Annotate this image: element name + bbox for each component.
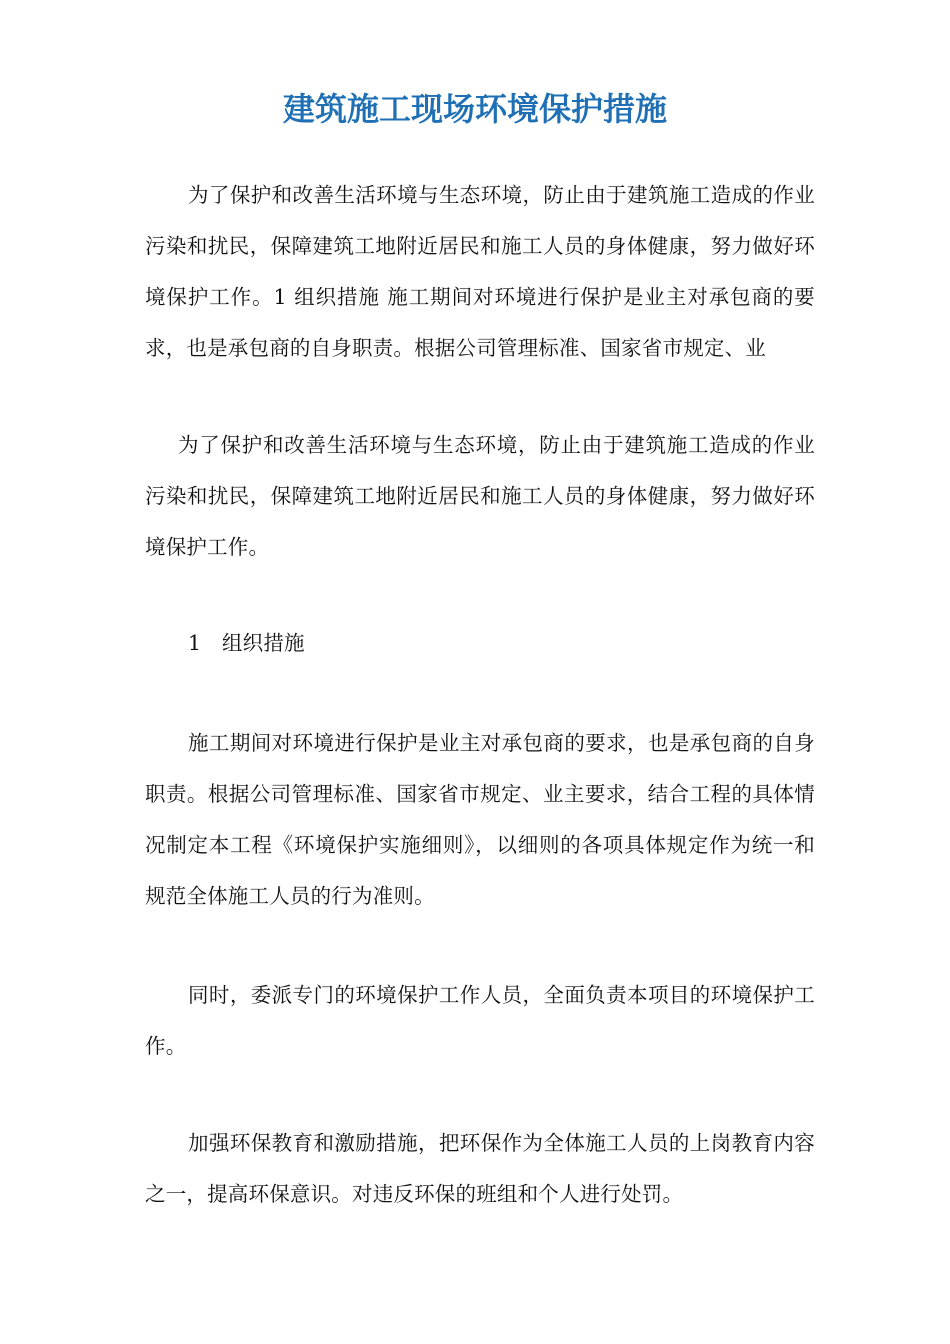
paragraph-staffing: 同时，委派专门的环境保护工作人员，全面负责本项目的环境保护工作。 bbox=[145, 983, 815, 1058]
paragraph-responsibility: 施工期间对环境进行保护是业主对承包商的要求，也是承包商的自身职责。根据公司管理标准、国家省市规定、业主要求，结合工程的具体情况制定本工程《环境保护实施细则》，以细则的各项具体规定作为统一和规范全体施工人员的行为准则。 bbox=[145, 731, 815, 908]
section-heading-organization: 1 组织措施 bbox=[188, 631, 305, 655]
document-title: 建筑施工现场环境保护措施 bbox=[282, 90, 667, 128]
paragraph-intro-summary: 为了保护和改善生活环境与生态环境，防止由于建筑施工造成的作业污染和扰民，保障建筑工地附近居民和施工人员的身体健康，努力做好环境保护工作。1 组织措施 施工期间对环境进行保护是业主对承包商的要求，也是承包商的自身职责。根据公司管理标准、国家省市规定、业 bbox=[145, 183, 815, 360]
paragraph-education: 加强环保教育和激励措施，把环保作为全体施工人员的上岗教育内容之一，提高环保意识。对违反环保的班组和个人进行处罚。 bbox=[145, 1131, 815, 1206]
paragraph-intro: 为了保护和改善生活环境与生态环境，防止由于建筑施工造成的作业污染和扰民，保障建筑工地附近居民和施工人员的身体健康，努力做好环境保护工作。 bbox=[145, 433, 815, 559]
